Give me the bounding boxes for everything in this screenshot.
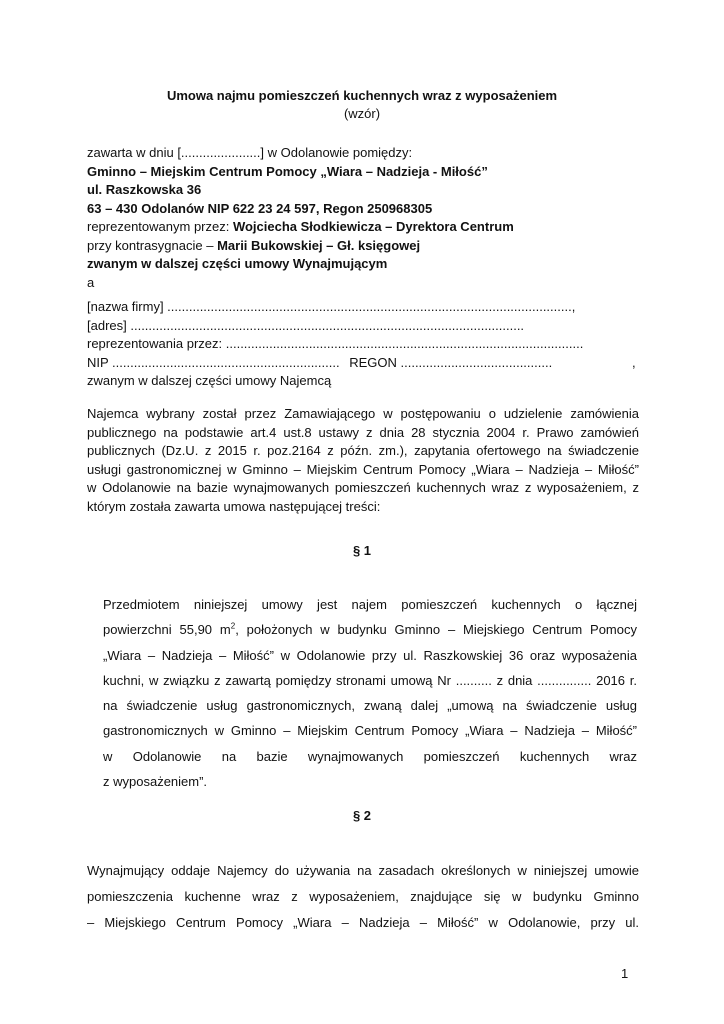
section-1-line-area	[103, 617, 637, 642]
section-1-body	[103, 592, 637, 794]
section-1-line: z wyposażeniem”.	[103, 774, 208, 790]
section-1-line: kuchni, w związku z zawartą pomiędzy stronami umową Nr .......... z dnia ............... 2016 r.	[103, 672, 637, 688]
section-2-line: Wynajmujący oddaje Najemcy do używania na zasadach określonych w niniejszej umowie	[87, 863, 639, 878]
section-1-heading: § 1	[352, 543, 372, 558]
intro-block	[87, 144, 639, 292]
section-1-line: „Wiara – Nadzieja – Miłość” w Odolanowie przy ul. Raszkowskiej 36 oraz wyposażenia	[103, 647, 637, 663]
tenant-name-line: [nazwa firmy] ................................................................................................................,	[87, 299, 576, 314]
preamble-block	[87, 405, 639, 516]
section-2-body	[87, 858, 639, 936]
lessor-city-nip-regon: 63 – 430 Odolanów NIP 622 23 24 597, Regon 250968305	[87, 200, 433, 216]
tenant-line-end: ,	[632, 354, 636, 370]
section-1-line: w Odolanowie na bazie wynajmowanych pomieszczeń kuchennych wraz	[103, 748, 637, 764]
countersignature-label: przy kontrasygnacie –	[87, 237, 218, 253]
lessor-name: Gminno – Miejskim Centrum Pomocy „Wiara – Nadzieja - Miłość”	[87, 163, 488, 179]
lessor-countersignature	[87, 237, 639, 256]
preamble-line: Najemca wybrany został przez Zamawiającego w postępowaniu o udzielenie zamówienia	[87, 406, 639, 421]
countersignature-name: Marii Bukowskiej – Gł. księgowej	[217, 237, 421, 253]
document-title: Umowa najmu pomieszczeń kuchennych wraz z wyposażeniem	[166, 88, 558, 103]
tenant-nip-regon-line	[87, 354, 639, 373]
area-superscript: 2	[230, 621, 236, 631]
preamble-line: usługi gastronomicznej w Gminno – Miejskim Centrum Pomocy „Wiara – Nadzieja – Miłość”	[87, 461, 639, 477]
lessor-designation: zwanym w dalszej części umowy Wynajmującym	[87, 256, 388, 271]
preamble-line: którym została zawarta umowa następującej treści:	[87, 498, 381, 514]
tenant-designation: zwanym w dalszej części umowy Najemcą	[87, 373, 332, 388]
tenant-nip: NIP ...............................................................	[87, 354, 340, 370]
conjunction-a: a	[87, 274, 95, 290]
representative-label: reprezentowanym przez:	[87, 219, 233, 234]
document-subtitle: (wzór)	[343, 106, 381, 121]
area-text-rest: , położonych w budynku Gminno – Miejskiego Centrum Pomocy	[235, 622, 637, 638]
representative-name: Wojciecha Słodkiewicza – Dyrektora Centrum	[232, 219, 514, 234]
section-2-line: pomieszczenia kuchenne wraz z wyposażeniem, znajdujące się w budynku Gminno	[87, 889, 639, 904]
tenant-block	[87, 298, 639, 391]
tenant-representative-line: reprezentowania przez: ...................................................................................................	[87, 336, 584, 351]
tenant-regon: REGON ..........................................	[349, 354, 553, 370]
intro-date-line: zawarta w dniu [......................] w Odolanowie pomiędzy:	[87, 145, 413, 160]
area-text: powierzchni 55,90 m	[103, 622, 231, 638]
tenant-address-line: [adres] .............................................................................................................	[87, 317, 525, 333]
page-number: 1	[621, 966, 629, 981]
section-1-line: Przedmiotem niniejszej umowy jest najem pomieszczeń kuchennych o łącznej	[103, 597, 637, 612]
lessor-street: ul. Raszkowska 36	[87, 182, 202, 197]
preamble-line: publicznego na podstawie art.4 ust.8 ustawy z dnia 28 stycznia 2004 r. Prawo zamówień	[87, 424, 639, 440]
section-2-heading: § 2	[352, 808, 372, 823]
section-1-line: gastronomicznych w Gminno – Miejskim Centrum Pomocy „Wiara – Nadzieja – Miłość”	[103, 723, 637, 739]
section-2-line: – Miejskiego Centrum Pomocy „Wiara – Nadzieja – Miłość” w Odolanowie, przy ul.	[87, 915, 639, 930]
lessor-representative	[87, 218, 639, 237]
preamble-line: publicznych (Dz.U. z 2015 r. poz.2164 z późn. zm.), zapytania ofertowego na świadczenie	[87, 443, 639, 458]
preamble-line: w Odolanowie na bazie wynajmowanych pomieszczeń kuchennych wraz z wyposażeniem, z	[87, 480, 639, 495]
section-1-line: na świadczenie usług gastronomicznych, zwaną dalej „umową na świadczenie usług	[103, 698, 637, 714]
